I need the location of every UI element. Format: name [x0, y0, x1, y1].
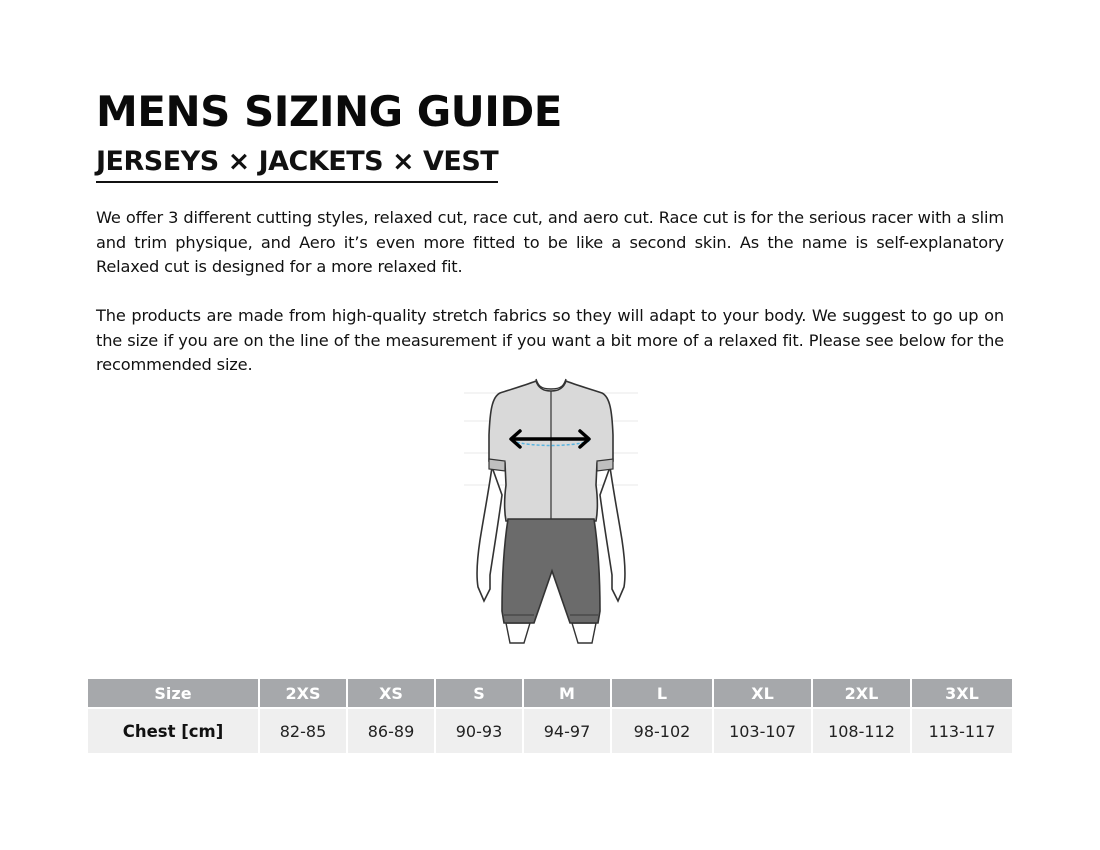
size-header-cell: 2XS: [260, 679, 346, 707]
fit-advice-paragraph: The products are made from high-quality stretch fabrics so they will adapt to your body. We suggest to go up on the size if you are on the line of the measurement if you want a bit more of a relaxed fit. Please see below for the recommended size.: [96, 306, 1004, 374]
shorts: [502, 519, 600, 623]
chest-value-cell: 103-107: [714, 709, 811, 753]
chest-measurement-figure: [460, 375, 642, 645]
chest-value-cell: 86-89: [348, 709, 434, 753]
size-header-cell: L: [612, 679, 712, 707]
size-header-row: [88, 679, 1012, 707]
chest-value-cell: 113-117: [912, 709, 1012, 753]
left-leg: [506, 623, 530, 643]
size-header-cell: S: [436, 679, 522, 707]
chest-value-cell: 98-102: [612, 709, 712, 753]
chest-value-cell: 90-93: [436, 709, 522, 753]
chest-row-label: Chest [cm]: [88, 709, 258, 753]
size-header-cell: 3XL: [912, 679, 1012, 707]
size-header-cell: XL: [714, 679, 811, 707]
size-header-cell: XS: [348, 679, 434, 707]
size-header-label: Size: [88, 679, 258, 707]
chest-value-cell: 108-112: [813, 709, 910, 753]
chest-measurement-row: [88, 709, 1012, 753]
chest-value-cell: 82-85: [260, 709, 346, 753]
body-figure-illustration: [460, 375, 642, 645]
left-arm: [477, 467, 502, 601]
size-header-cell: 2XL: [813, 679, 910, 707]
size-chart-table: [86, 677, 1014, 755]
right-arm: [600, 467, 625, 601]
page-title: MENS SIZING GUIDE: [96, 87, 562, 136]
left-sleeve-cuff: [489, 459, 505, 471]
page-subtitle: JERSEYS × JACKETS × VEST: [96, 145, 498, 183]
size-header-cell: M: [524, 679, 610, 707]
intro-paragraph: We offer 3 different cutting styles, relaxed cut, race cut, and aero cut. Race cut is for the serious racer with a slim and trim physique, and Aero it’s even more fitted to be like a second skin. As the name is self-explanatory Relaxed cut is designed for a more relaxed fit.: [96, 208, 1004, 276]
right-leg: [572, 623, 596, 643]
right-sleeve-cuff: [597, 459, 613, 471]
chest-value-cell: 94-97: [524, 709, 610, 753]
